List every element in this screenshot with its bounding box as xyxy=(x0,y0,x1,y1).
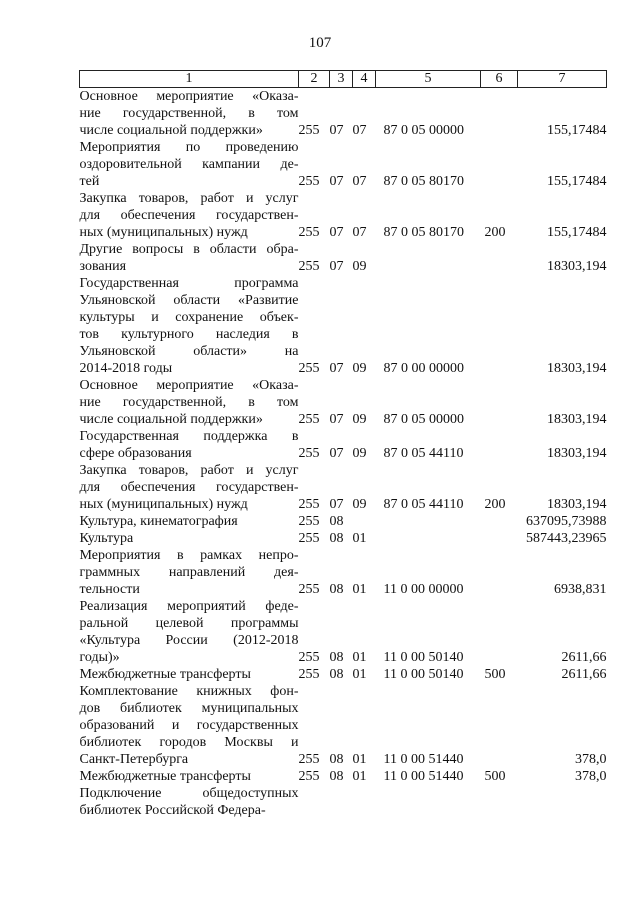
table-row xyxy=(80,139,607,190)
table-body xyxy=(80,88,607,820)
column-header-6: 6 xyxy=(481,71,518,88)
row-name-line: числе социальной поддержки» xyxy=(79,412,263,427)
row-name xyxy=(80,666,299,683)
admin-code: 255 xyxy=(298,531,320,546)
amount: 378,0 xyxy=(575,752,607,767)
admin-code: 255 xyxy=(298,752,320,767)
subsection-code xyxy=(353,513,376,530)
row-name-line: ние государственной, в том xyxy=(79,106,299,121)
row-name-line: Санкт-Петербурга xyxy=(79,752,189,767)
column-header-5: 5 xyxy=(376,71,481,88)
section-code: 07 xyxy=(329,446,344,461)
row-name xyxy=(80,428,299,462)
amount: 155,17484 xyxy=(547,123,607,138)
table-row xyxy=(80,666,607,683)
subsection-code: 09 xyxy=(352,412,367,427)
amount: 155,17484 xyxy=(547,174,607,189)
row-name xyxy=(80,88,299,140)
amount: 155,17484 xyxy=(547,225,607,240)
target-article-code: 11 0 00 50140 xyxy=(383,667,464,682)
row-name xyxy=(80,462,299,513)
row-name-line: Межбюджетные трансферты xyxy=(79,769,251,784)
row-name-line: библиотек городов Москвы и xyxy=(79,735,299,750)
row-name-line: культуры и сохранение объек- xyxy=(79,310,299,325)
admin-code xyxy=(299,785,330,819)
row-name-line: Основное мероприятие «Оказа- xyxy=(79,378,299,393)
row-name xyxy=(80,768,299,785)
row-name-line: тов культурного наследия в xyxy=(79,327,299,342)
column-header-1: 1 xyxy=(80,71,299,88)
target-article-code xyxy=(376,785,481,819)
subsection-code: 09 xyxy=(352,497,367,512)
amount: 2611,66 xyxy=(561,650,607,665)
amount: 378,0 xyxy=(575,769,607,784)
row-name xyxy=(80,683,299,768)
expense-type-code: 500 xyxy=(484,769,506,784)
row-name-line: Межбюджетные трансферты xyxy=(79,667,251,682)
target-article-code: 87 0 05 00000 xyxy=(383,123,464,138)
row-name-line: Ульяновской области «Развитие xyxy=(79,293,299,308)
row-name-line: Закупка товаров, работ и услуг xyxy=(79,463,299,478)
target-article-code: 11 0 00 51440 xyxy=(383,752,464,767)
expense-type-code xyxy=(481,785,518,819)
target-article-code: 11 0 00 50140 xyxy=(383,650,464,665)
admin-code: 255 xyxy=(298,446,320,461)
admin-code: 255 xyxy=(298,225,320,240)
admin-code: 255 xyxy=(298,174,320,189)
expense-type-code xyxy=(481,275,518,377)
table-row xyxy=(80,275,607,377)
subsection-code: 09 xyxy=(352,259,367,274)
subsection-code: 01 xyxy=(352,769,367,784)
table-row xyxy=(80,190,607,241)
row-name-line: Закупка товаров, работ и услуг xyxy=(79,191,299,206)
row-name-line: Государственная программа xyxy=(79,276,299,291)
subsection-code: 07 xyxy=(352,123,367,138)
row-name-line: Культура, кинематография xyxy=(79,514,238,529)
target-article-code: 87 0 05 44110 xyxy=(383,497,464,512)
row-name-line: библиотек Российской Федера- xyxy=(79,803,266,818)
row-name xyxy=(80,513,299,530)
column-header-7: 7 xyxy=(518,71,607,88)
expense-type-code xyxy=(481,88,518,140)
admin-code: 255 xyxy=(298,769,320,784)
table-row xyxy=(80,683,607,768)
admin-code: 255 xyxy=(298,412,320,427)
expense-type-code: 500 xyxy=(484,667,506,682)
admin-code: 255 xyxy=(298,123,320,138)
table-row xyxy=(80,547,607,598)
expense-type-code xyxy=(481,241,518,275)
section-code: 08 xyxy=(329,514,344,529)
section-code: 08 xyxy=(329,582,344,597)
row-name-line: ных (муниципальных) нужд xyxy=(79,497,248,512)
row-name-line: Культура xyxy=(79,531,134,546)
row-name xyxy=(80,190,299,241)
row-name xyxy=(80,275,299,377)
table-row xyxy=(80,88,607,140)
row-name-line: Комплектование книжных фон- xyxy=(79,684,299,699)
target-article-code xyxy=(376,513,481,530)
row-name-line: тельности xyxy=(79,582,140,597)
row-name xyxy=(80,547,299,598)
subsection-code: 01 xyxy=(352,667,367,682)
expense-type-code xyxy=(481,683,518,768)
table-row xyxy=(80,513,607,530)
section-code: 07 xyxy=(329,174,344,189)
table-header xyxy=(80,71,607,88)
section-code: 07 xyxy=(329,123,344,138)
amount xyxy=(518,785,607,819)
admin-code: 255 xyxy=(298,497,320,512)
section-code: 08 xyxy=(329,752,344,767)
row-name-line: образований и государственных xyxy=(79,718,299,733)
row-name-line: ных (муниципальных) нужд xyxy=(79,225,248,240)
row-name-line: для обеспечения государствен- xyxy=(79,480,299,495)
target-article-code: 11 0 00 51440 xyxy=(383,769,464,784)
target-article-code: 11 0 00 00000 xyxy=(383,582,464,597)
row-name-line: числе социальной поддержки» xyxy=(79,123,263,138)
table-row xyxy=(80,241,607,275)
row-name xyxy=(80,785,299,819)
amount: 2611,66 xyxy=(561,667,607,682)
table-row xyxy=(80,530,607,547)
subsection-code: 01 xyxy=(352,531,367,546)
admin-code: 255 xyxy=(298,361,320,376)
budget-table xyxy=(79,70,607,819)
section-code: 07 xyxy=(329,497,344,512)
section-code: 08 xyxy=(329,667,344,682)
target-article-code: 87 0 00 00000 xyxy=(383,361,464,376)
row-name-line: Основное мероприятие «Оказа- xyxy=(79,89,299,104)
section-code: 08 xyxy=(329,769,344,784)
table-row xyxy=(80,377,607,428)
header-row xyxy=(80,71,607,88)
subsection-code: 09 xyxy=(352,446,367,461)
target-article-code: 87 0 05 80170 xyxy=(383,174,464,189)
row-name-line: оздоровительной кампании де- xyxy=(79,157,299,172)
expense-type-code xyxy=(481,377,518,428)
expense-type-code xyxy=(481,513,518,530)
section-code: 08 xyxy=(329,531,344,546)
subsection-code: 01 xyxy=(352,752,367,767)
column-header-4: 4 xyxy=(353,71,376,88)
row-name xyxy=(80,377,299,428)
row-name xyxy=(80,530,299,547)
table-row xyxy=(80,598,607,666)
row-name-line: Другие вопросы в области обра- xyxy=(79,242,299,257)
page-number: 107 xyxy=(308,35,332,51)
amount: 637095,73988 xyxy=(526,514,607,529)
section-code xyxy=(330,785,353,819)
table-row xyxy=(80,428,607,462)
amount: 18303,194 xyxy=(547,497,607,512)
admin-code: 255 xyxy=(298,650,320,665)
row-name-line: Мероприятия по проведению xyxy=(79,140,299,155)
table-row xyxy=(80,785,607,819)
subsection-code: 07 xyxy=(352,174,367,189)
target-article-code: 87 0 05 80170 xyxy=(383,225,464,240)
expense-type-code xyxy=(481,530,518,547)
row-name-line: сфере образования xyxy=(79,446,192,461)
expense-type-code xyxy=(481,598,518,666)
section-code: 07 xyxy=(329,361,344,376)
subsection-code: 09 xyxy=(352,361,367,376)
section-code: 07 xyxy=(329,412,344,427)
admin-code: 255 xyxy=(298,259,320,274)
amount: 587443,23965 xyxy=(526,531,607,546)
expense-type-code xyxy=(481,547,518,598)
subsection-code: 01 xyxy=(352,582,367,597)
row-name-line: Ульяновской области» на xyxy=(79,344,299,359)
subsection-code: 01 xyxy=(352,650,367,665)
target-article-code: 87 0 05 44110 xyxy=(383,446,464,461)
row-name-line: 2014-2018 годы xyxy=(79,361,173,376)
row-name-line: Подключение общедоступных xyxy=(79,786,299,801)
amount: 18303,194 xyxy=(547,259,607,274)
row-name-line: зования xyxy=(79,259,127,274)
amount: 18303,194 xyxy=(547,412,607,427)
row-name-line: Реализация мероприятий феде- xyxy=(79,599,299,614)
row-name xyxy=(80,139,299,190)
admin-code: 255 xyxy=(298,514,320,529)
target-article-code: 87 0 05 00000 xyxy=(383,412,464,427)
amount: 18303,194 xyxy=(547,446,607,461)
target-article-code xyxy=(376,530,481,547)
row-name-line: Государственная поддержка в xyxy=(79,429,299,444)
section-code: 07 xyxy=(329,259,344,274)
row-name-line: для обеспечения государствен- xyxy=(79,208,299,223)
row-name-line: ральной целевой программы xyxy=(79,616,299,631)
row-name xyxy=(80,598,299,666)
expense-type-code: 200 xyxy=(484,225,506,240)
section-code: 07 xyxy=(329,225,344,240)
row-name-line: годы)» xyxy=(79,650,120,665)
row-name-line: ние государственной, в том xyxy=(79,395,299,410)
admin-code: 255 xyxy=(298,667,320,682)
row-name-line: граммных направлений дея- xyxy=(79,565,299,580)
table-row xyxy=(80,462,607,513)
row-name-line: дов библиотек муниципальных xyxy=(79,701,299,716)
row-name-line: «Культура России (2012-2018 xyxy=(79,633,299,648)
amount: 18303,194 xyxy=(547,361,607,376)
row-name-line: Мероприятия в рамках непро- xyxy=(79,548,299,563)
row-name xyxy=(80,241,299,275)
target-article-code xyxy=(376,241,481,275)
expense-type-code xyxy=(481,428,518,462)
column-header-3: 3 xyxy=(330,71,353,88)
subsection-code xyxy=(353,785,376,819)
expense-type-code: 200 xyxy=(484,497,506,512)
section-code: 08 xyxy=(329,650,344,665)
table-row xyxy=(80,768,607,785)
expense-type-code xyxy=(481,139,518,190)
admin-code: 255 xyxy=(298,582,320,597)
column-header-2: 2 xyxy=(299,71,330,88)
row-name-line: тей xyxy=(79,174,100,189)
amount: 6938,831 xyxy=(554,582,607,597)
subsection-code: 07 xyxy=(352,225,367,240)
